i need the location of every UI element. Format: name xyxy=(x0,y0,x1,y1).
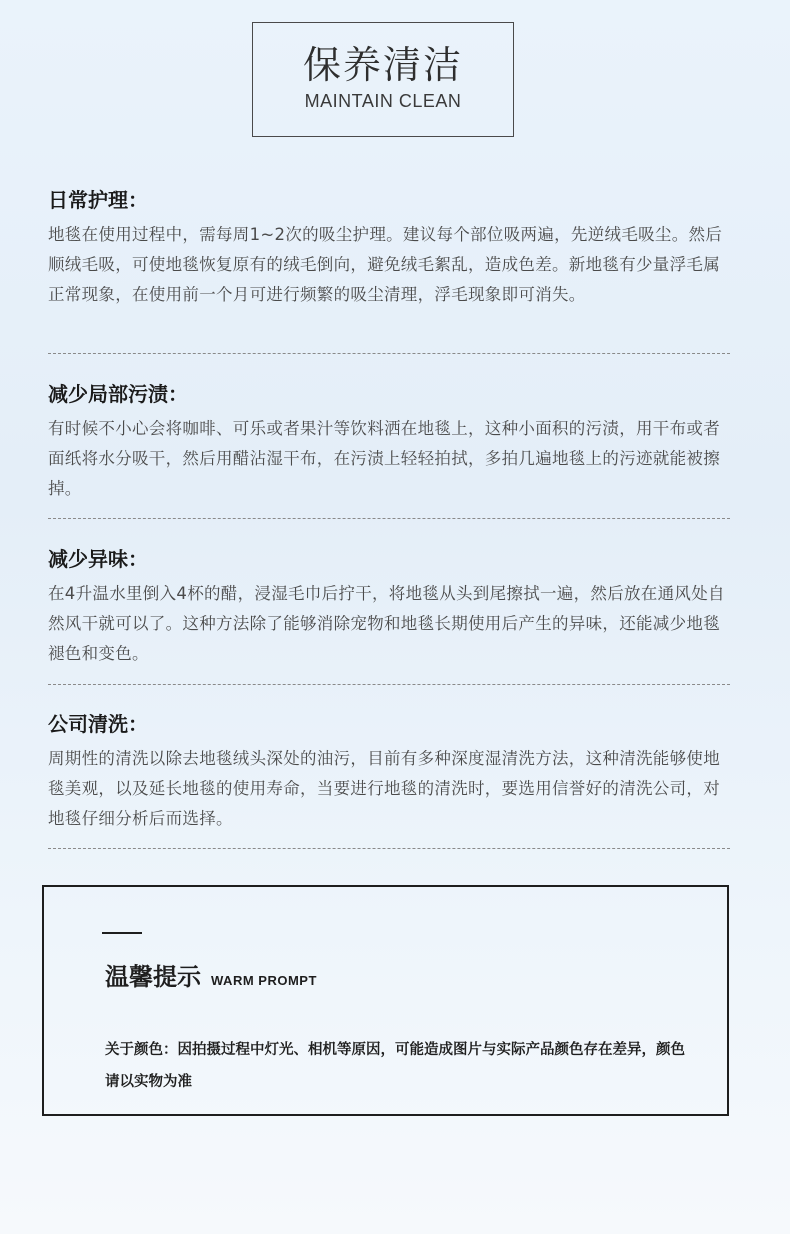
accent-bar xyxy=(102,932,142,934)
prompt-title-cn: 温馨提示 xyxy=(105,963,201,991)
page-title: 保养清洁 xyxy=(302,43,463,87)
section-odor-reduction xyxy=(48,545,732,669)
section-body: 在4升温水里倒入4杯的醋，浸湿毛巾后拧干，将地毯从头到尾擦拭一遍，然后放在通风处自然风干就可以了。这种方法除了能够消除宠物和地毯长期使用后产生的异味，还能减少地毯褪色和变色。 xyxy=(48,584,725,663)
divider xyxy=(48,684,730,685)
section-heading: 减少异味： xyxy=(48,547,148,571)
prompt-text: 关于颜色：因拍摄过程中灯光、相机等原因，可能造成图片与实际产品颜色存在差异，颜色请以实物为准 xyxy=(105,1042,685,1090)
divider xyxy=(48,848,730,849)
section-body: 地毯在使用过程中，需每周1~2次的吸尘护理。建议每个部位吸两遍，先逆绒毛吸尘。然后顺绒毛吸，可使地毯恢复原有的绒毛倒向，避免绒毛絮乱，造成色差。新地毯有少量浮毛属正常现象，在使用前一个月可进行频繁的吸尘清理，浮毛现象即可消失。 xyxy=(48,225,723,304)
prompt-title-en: WARM PROMPT xyxy=(211,973,317,988)
section-body: 有时候不小心会将咖啡、可乐或者果汁等饮料洒在地毯上，这种小面积的污渍，用干布或者面纸将水分吸干，然后用醋沾湿干布，在污渍上轻轻拍拭，多拍几遍地毯上的污迹就能被擦掉。 xyxy=(48,419,720,498)
section-heading: 减少局部污渍： xyxy=(48,382,188,406)
warm-prompt-box xyxy=(42,885,729,1116)
section-heading: 公司清洗： xyxy=(48,712,148,736)
divider xyxy=(48,518,730,519)
section-daily-care xyxy=(48,186,732,310)
section-body: 周期性的清洗以除去地毯绒头深处的油污，目前有多种深度湿清洗方法，这种清洗能够使地毯美观，以及延长地毯的使用寿命，当要进行地毯的清洗时，要选用信誉好的清洗公司，对地毯仔细分析后而选择。 xyxy=(48,749,720,828)
section-heading: 日常护理： xyxy=(48,188,148,212)
title-box xyxy=(252,22,514,137)
prompt-title xyxy=(105,961,317,997)
divider xyxy=(48,353,730,354)
section-professional-cleaning xyxy=(48,710,732,834)
page-subtitle: MAINTAIN CLEAN xyxy=(304,91,462,111)
section-stain-reduction xyxy=(48,380,732,504)
